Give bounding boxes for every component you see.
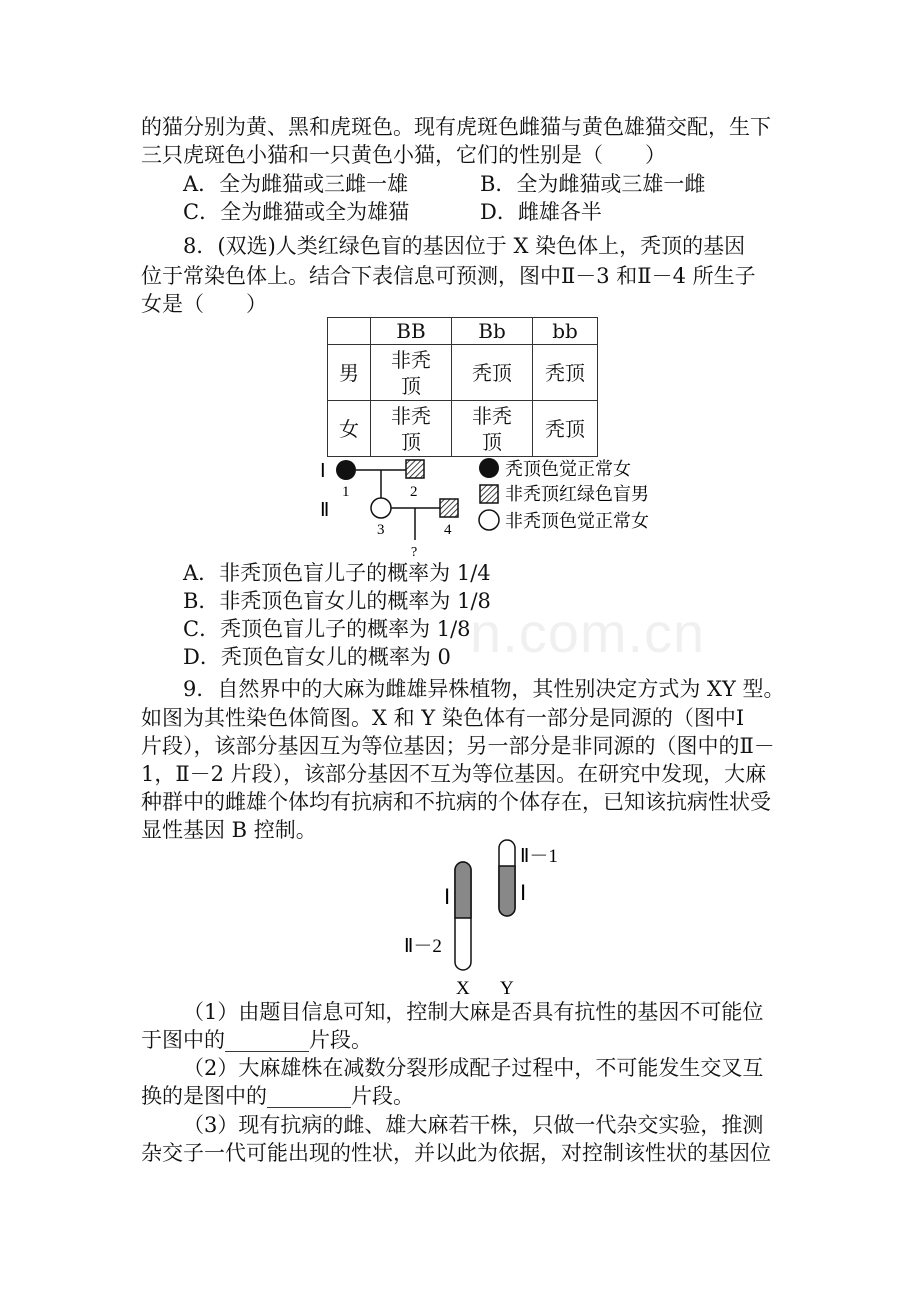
generation-i-label: Ⅰ	[320, 461, 326, 482]
table-cell-female-Bb: 非秃 顶	[452, 401, 533, 457]
q9-sub3-line-1: （3）现有抗病的雌、雄大麻若干株，只做一代杂交实验，推测	[183, 1113, 764, 1137]
individual-ii-3-circle	[371, 498, 391, 518]
generation-ii-label: Ⅱ	[320, 500, 330, 521]
q7-option-c: C．全为雌猫或全为雄猫	[183, 200, 410, 224]
label-segment-i-x: Ⅰ	[444, 885, 451, 909]
watermark: n.com.cn	[470, 601, 706, 664]
table-header-bb-recessive: bb	[533, 318, 598, 345]
q8-number: 8．	[183, 234, 218, 258]
label-x-chromosome: X	[456, 978, 470, 998]
q9-sub2-line-1: （2）大麻雄株在减数分裂形成配子过程中，不可能发生交叉互	[183, 1056, 764, 1080]
q9-sub1-line-2: 于图中的________片段。	[141, 1028, 372, 1052]
q7-text-line-2: 三只虎斑色小猫和一只黄色小猫，它们的性别是（ ）	[141, 143, 666, 167]
individual-ii-3-number: 3	[377, 522, 385, 538]
individual-i-2-number: 2	[410, 484, 418, 500]
q8-option-b: B．非秃顶色盲女儿的概率为 1/8	[183, 589, 491, 613]
label-segment-ii-2: Ⅱ－2	[404, 936, 442, 957]
individual-i-2-square	[406, 460, 424, 478]
x-chromosome-homologous-segment	[455, 862, 471, 918]
legend-normal-female-label: 非秃顶色觉正常女	[505, 511, 649, 531]
q9-sub1-line-1: （1）由题目信息可知，控制大麻是否具有抗性的基因不可能位	[183, 1000, 764, 1024]
table-header-bb-dominant: BB	[371, 318, 452, 345]
q7-option-d: D．雌雄各半	[480, 200, 602, 224]
q9-text-line-5: 种群中的雌雄个体均有抗病和不抗病的个体存在，已知该抗病性状受	[141, 790, 771, 814]
q8-option-a: A．非秃顶色盲儿子的概率为 1/4	[183, 561, 491, 585]
individual-i-1-circle	[336, 460, 356, 480]
label-segment-i-y: Ⅰ	[520, 881, 527, 905]
pedigree-chart	[310, 452, 660, 562]
offspring-question-mark: ?	[411, 545, 418, 560]
table-header-empty	[328, 318, 371, 345]
q8-text-line-3: 女是（ ）	[141, 292, 267, 316]
q8-text-line-2: 位于常染色体上。结合下表信息可预测，图中Ⅱ－3 和Ⅱ－4 所生子	[141, 264, 756, 288]
q9-text-line-1: 9．自然界中的大麻为雌雄异株植物，其性别决定方式为 XY 型。	[183, 677, 785, 701]
q8-text-line-1	[183, 232, 745, 260]
q9-text-line-2: 如图为其性染色体简图。X 和 Y 染色体有一部分是同源的（图中Ⅰ	[141, 706, 745, 730]
q8-option-c: C．秃顶色盲儿子的概率为 1/8	[183, 617, 471, 641]
y-chromosome-homologous-segment	[499, 866, 515, 916]
legend-bald-normal-female-label: 秃顶色觉正常女	[505, 459, 631, 479]
q8-tag: (双选)	[217, 234, 276, 258]
table-row-female-label: 女	[328, 401, 371, 457]
table-cell-male-BB: 非秃 顶	[371, 345, 452, 401]
legend-normal-female-icon	[479, 510, 499, 530]
genotype-table	[327, 317, 598, 457]
individual-ii-4-square	[440, 499, 458, 517]
table-row-male-label: 男	[328, 345, 371, 401]
sex-chromosome-diagram	[398, 838, 578, 998]
legend-colorblind-male-label: 非秃顶红绿色盲男	[505, 484, 649, 504]
individual-ii-4-number: 4	[444, 522, 452, 538]
table-cell-male-Bb: 秃顶	[452, 345, 533, 401]
q9-text-line-4: 1，Ⅱ－2 片段），该部分基因不互为等位基因。在研究中发现，大麻	[141, 762, 767, 786]
label-y-chromosome: Y	[500, 978, 514, 998]
q7-option-a: A．全为雌猫或三雌一雄	[183, 172, 409, 196]
q9-text-line-6: 显性基因 B 控制。	[141, 818, 317, 842]
table-cell-male-bb: 秃顶	[533, 345, 598, 401]
table-cell-female-bb: 秃顶	[533, 401, 598, 457]
table-header-bb-hetero: Bb	[452, 318, 533, 345]
q9-sub2-line-2: 换的是图中的________片段。	[141, 1084, 414, 1108]
individual-i-1-number: 1	[342, 484, 350, 500]
q8-stem-start: 人类红绿色盲的基因位于 X 染色体上，秃顶的基因	[275, 234, 746, 258]
table-cell-female-BB: 非秃 顶	[371, 401, 452, 457]
legend-colorblind-male-icon	[480, 485, 498, 503]
label-segment-ii-1: Ⅱ－1	[520, 846, 558, 867]
q7-text-line-1: 的猫分别为黄、黑和虎斑色。现有虎斑色雌猫与黄色雄猫交配，生下	[141, 115, 771, 139]
q8-option-d: D．秃顶色盲女儿的概率为 0	[183, 645, 451, 669]
legend-bald-normal-female-icon	[479, 458, 499, 478]
q7-option-b: B．全为雌猫或三雄一雌	[480, 172, 706, 196]
q9-sub3-line-2: 杂交子一代可能出现的性状，并以此为依据，对控制该性状的基因位	[141, 1141, 771, 1165]
q9-text-line-3: 片段），该部分基因互为等位基因；另一部分是非同源的（图中的Ⅱ－	[141, 734, 775, 758]
